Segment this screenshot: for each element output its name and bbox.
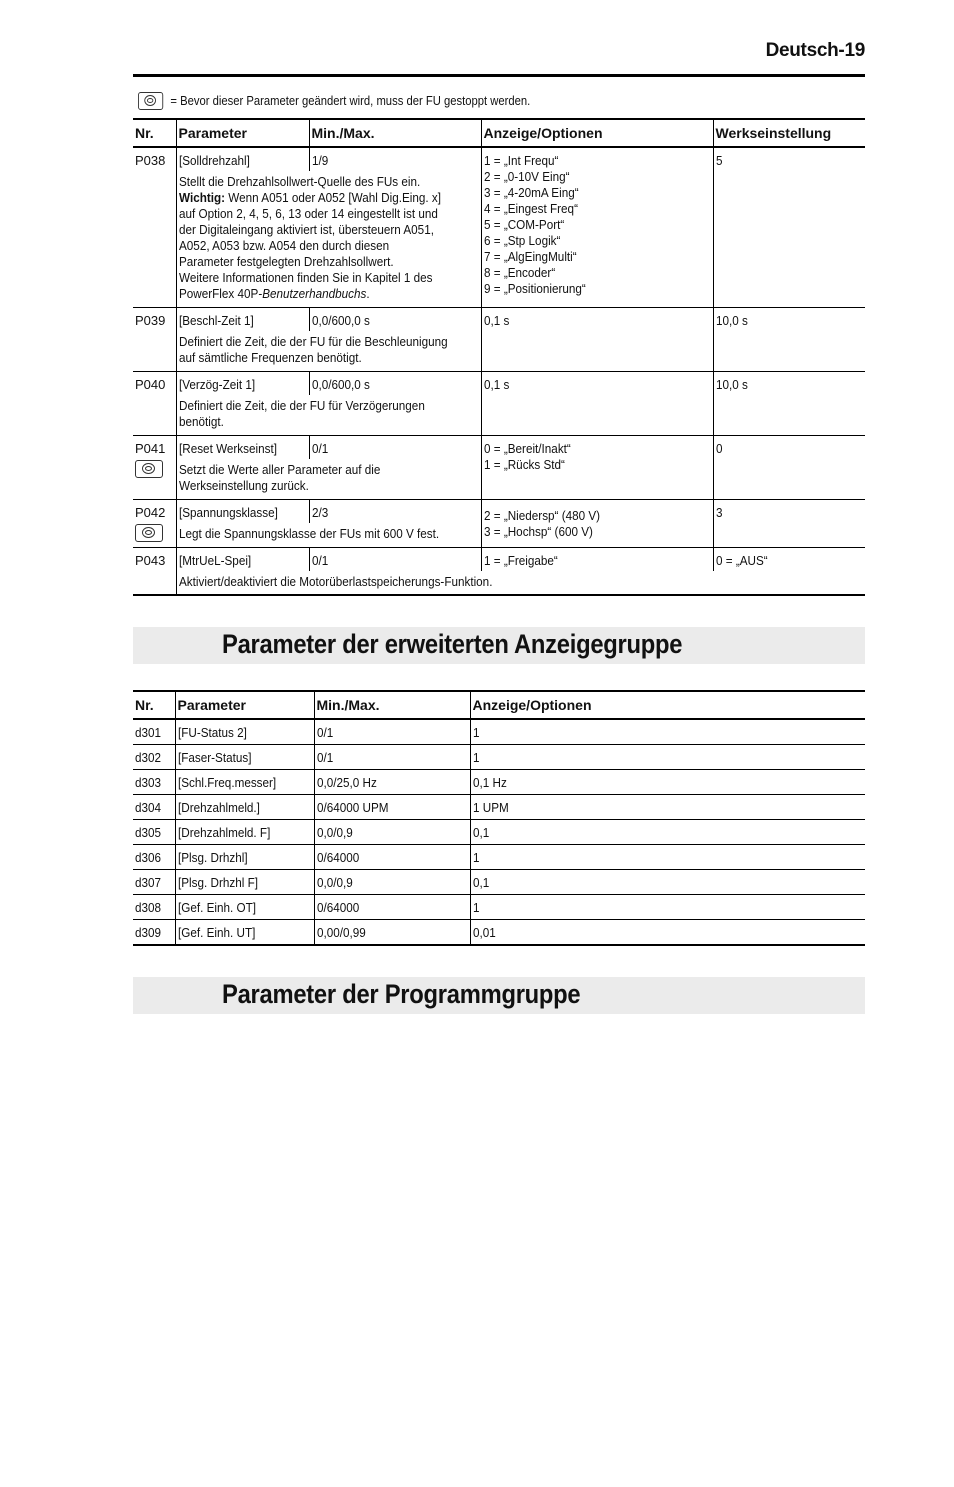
- stop-drive-icon: [135, 524, 163, 542]
- table-header-row: [133, 691, 865, 719]
- param-name: [Gef. Einh. UT]: [175, 920, 314, 946]
- table-row: [133, 745, 865, 770]
- param-default: 10,0 s: [713, 371, 865, 435]
- param-nr: d306: [133, 845, 175, 870]
- table-row: [133, 371, 865, 395]
- section-heading-display: [133, 627, 865, 664]
- param-nr: d309: [133, 920, 175, 946]
- param-nr: P041: [133, 435, 176, 499]
- param-minmax: 0/1: [314, 719, 470, 745]
- table-row: [133, 870, 865, 895]
- param-nr: d305: [133, 820, 175, 845]
- col-header-options: Anzeige/Optionen: [470, 691, 865, 719]
- param-nr: d307: [133, 870, 175, 895]
- page-number: Deutsch-19: [765, 40, 865, 61]
- col-header-default: Werkseinstellung: [713, 119, 865, 147]
- param-description: Setzt die Werte aller Parameter auf die Werkseinstellung zurück.: [176, 459, 481, 499]
- param-minmax: 1/9: [309, 147, 481, 171]
- param-description: Definiert die Zeit, die der FU für die Beschleunigung auf sämtliche Frequenzen benötigt.: [176, 331, 481, 371]
- section-heading-program: [133, 977, 865, 1014]
- param-default: 0: [713, 435, 865, 499]
- param-options: 0,1: [470, 870, 865, 895]
- col-header-nr: Nr.: [133, 119, 176, 147]
- param-minmax: 0/64000: [314, 845, 470, 870]
- param-name: [Schl.Freq.messer]: [175, 770, 314, 795]
- param-minmax: 0,0/25,0 Hz: [314, 770, 470, 795]
- param-name: [FU-Status 2]: [175, 719, 314, 745]
- table-row: [133, 147, 865, 171]
- param-description: Stellt die Drehzahlsollwert-Quelle des FUs ein. Wichtig: Wenn A051 oder A052 [Wahl Dig.Eing. x] auf Option 2, 4, 5, 6, 13 oder 14 eingestellt ist und der Digitaleingang aktiviert ist, übersteuern A051, A052, A053 bzw. A054 den durch diesen Parameter festgelegten Drehzahlsollwert. Weitere Informationen finden Sie in Kapitel 1 des PowerFlex 40P-Benutzerhandbuchs.: [176, 171, 481, 307]
- param-minmax: 0,0/0,9: [314, 820, 470, 845]
- param-name: [MtrUeL-Spei]: [176, 547, 309, 571]
- page-header: [133, 38, 865, 77]
- param-nr: P038: [133, 147, 176, 307]
- param-nr: d303: [133, 770, 175, 795]
- param-name: [Verzög-Zeit 1]: [176, 371, 309, 395]
- param-minmax: 0/64000 UPM: [314, 795, 470, 820]
- param-options: 0,01: [470, 920, 865, 946]
- legend-text: = Bevor dieser Parameter geändert wird, muss der FU gestoppt werden.: [170, 94, 531, 108]
- param-name: [Faser-Status]: [175, 745, 314, 770]
- param-default: 3: [713, 499, 865, 547]
- col-header-parameter: Parameter: [175, 691, 314, 719]
- param-minmax: 0,0/0,9: [314, 870, 470, 895]
- param-options: 1 UPM: [470, 795, 865, 820]
- col-header-minmax: Min./Max.: [314, 691, 470, 719]
- param-name: [Drehzahlmeld. F]: [175, 820, 314, 845]
- param-default: 5: [713, 147, 865, 307]
- param-options: 2 = „Niedersp“ (480 V) 3 = „Hochsp“ (600 V): [481, 499, 713, 547]
- param-options: 1: [470, 895, 865, 920]
- table-row-description: [133, 571, 865, 595]
- table-row: [133, 435, 865, 459]
- param-minmax: 0/1: [309, 547, 481, 571]
- stop-drive-icon: [138, 92, 163, 110]
- table-header-row: [133, 119, 865, 147]
- param-name: [Plsg. Drhzhl]: [175, 845, 314, 870]
- col-header-options: Anzeige/Optionen: [481, 119, 713, 147]
- table-row: [133, 920, 865, 946]
- param-nr: d301: [133, 719, 175, 745]
- table-row: [133, 770, 865, 795]
- param-minmax: 0/1: [314, 745, 470, 770]
- param-nr: P042: [133, 499, 176, 547]
- param-name: [Solldrehzahl]: [176, 147, 309, 171]
- param-nr: d308: [133, 895, 175, 920]
- param-name: [Gef. Einh. OT]: [175, 895, 314, 920]
- param-options: 1 = „Int Frequ“ 2 = „0-10V Eing“ 3 = „4-20mA Eing“ 4 = „Eingest Freq“ 5 = „COM-Port“ 6 = „Stp Logik“ 7 = „AlgEingMulti“ 8 = „Encoder“ 9 = „Positionierung“: [481, 147, 713, 307]
- param-minmax: 0,00/0,99: [314, 920, 470, 946]
- param-options: 0,1: [470, 820, 865, 845]
- table-row: [133, 895, 865, 920]
- param-minmax: 2/3: [309, 499, 481, 523]
- table-row: [133, 499, 865, 523]
- param-nr: P039: [133, 307, 176, 371]
- param-name: [Beschl-Zeit 1]: [176, 307, 309, 331]
- col-header-nr: Nr.: [133, 691, 175, 719]
- param-nr: P040: [133, 371, 176, 435]
- param-options: 0 = „Bereit/Inakt“ 1 = „Rücks Std“: [481, 435, 713, 499]
- param-default: 0 = „AUS“: [713, 547, 865, 571]
- param-nr: d304: [133, 795, 175, 820]
- col-header-minmax: Min./Max.: [309, 119, 481, 147]
- table-row: [133, 307, 865, 331]
- section-title: Parameter der erweiterten Anzeigegruppe: [222, 629, 683, 659]
- display-parameter-table: [133, 690, 865, 946]
- parameter-table: [133, 118, 865, 596]
- param-minmax: 0,0/600,0 s: [309, 371, 481, 395]
- param-options: 1 = „Freigabe“: [481, 547, 713, 571]
- param-nr: P043: [133, 547, 176, 595]
- param-description: Aktiviert/deaktiviert die Motorüberlastspeicherungs-Funktion.: [176, 571, 865, 595]
- param-name: [Spannungsklasse]: [176, 499, 309, 523]
- param-options: 1: [470, 719, 865, 745]
- table-row: [133, 795, 865, 820]
- table-row: [133, 547, 865, 571]
- table-row: [133, 845, 865, 870]
- param-options: 0,1 s: [481, 307, 713, 371]
- param-name: [Reset Werkseinst]: [176, 435, 309, 459]
- table-row: [133, 820, 865, 845]
- col-header-parameter: Parameter: [176, 119, 309, 147]
- stop-drive-legend: [138, 92, 530, 110]
- param-name: [Plsg. Drhzhl F]: [175, 870, 314, 895]
- param-options: 1: [470, 745, 865, 770]
- section-title: Parameter der Programmgruppe: [222, 979, 581, 1009]
- param-nr: d302: [133, 745, 175, 770]
- param-name: [Drehzahlmeld.]: [175, 795, 314, 820]
- param-description: Legt die Spannungsklasse der FUs mit 600 V fest.: [176, 523, 481, 547]
- param-minmax: 0/1: [309, 435, 481, 459]
- param-options: 0,1 Hz: [470, 770, 865, 795]
- stop-drive-icon: [135, 460, 163, 478]
- param-options: 0,1 s: [481, 371, 713, 435]
- param-minmax: 0/64000: [314, 895, 470, 920]
- table-row: [133, 719, 865, 745]
- param-description: Definiert die Zeit, die der FU für Verzögerungen benötigt.: [176, 395, 481, 435]
- param-options: 1: [470, 845, 865, 870]
- param-default: 10,0 s: [713, 307, 865, 371]
- param-minmax: 0,0/600,0 s: [309, 307, 481, 331]
